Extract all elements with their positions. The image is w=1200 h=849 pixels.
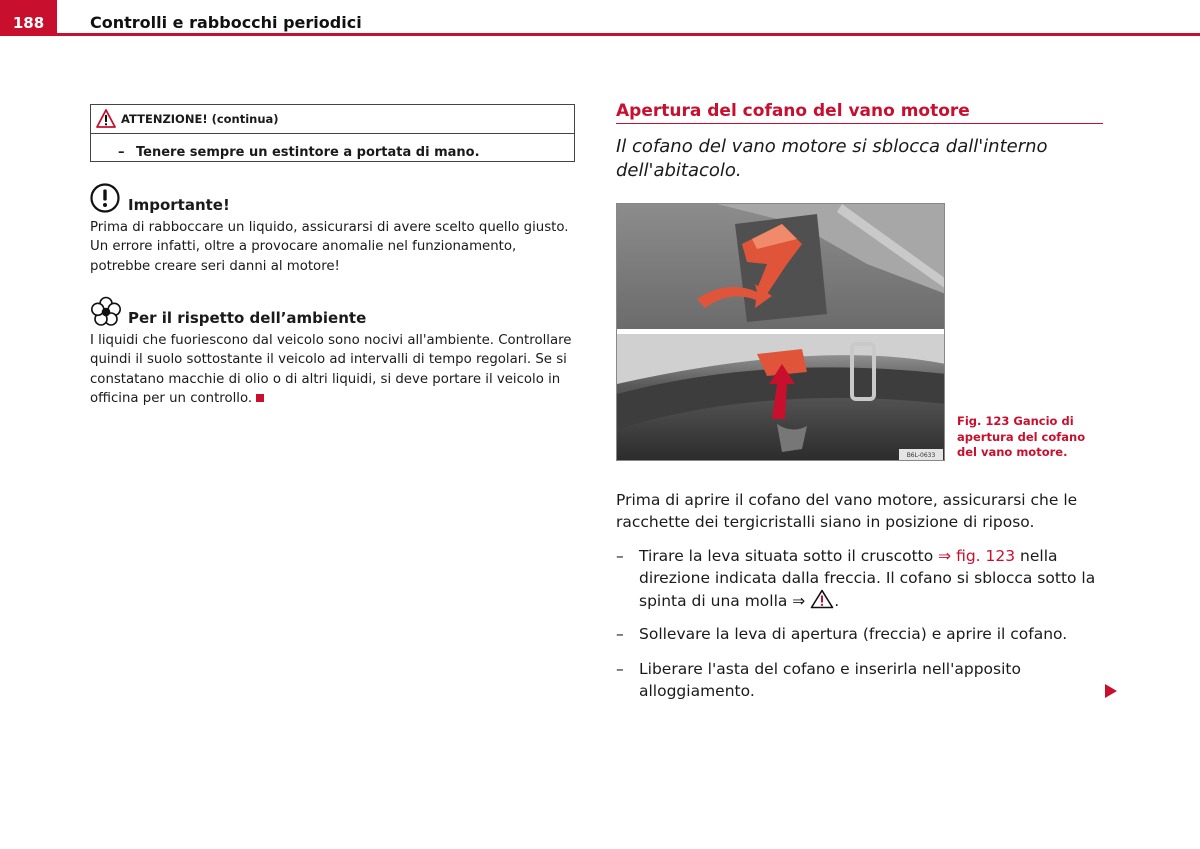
warning-reference-icon[interactable]: [810, 589, 834, 609]
step-3: Liberare l'asta del cofano e inserirla nell'apposito alloggiamento.: [639, 660, 1021, 700]
important-text: Prima di rabboccare un liquido, assicurarsi di avere scelto quello giusto. Un errore infatti, oltre a provocare anomalie nel funzionamento, potrebbe creare seri danni al motore!: [90, 220, 569, 274]
figure-code: B6L-0633: [906, 452, 936, 459]
section-rule: [616, 123, 1103, 124]
continue-arrow-icon: [1105, 684, 1117, 698]
step-1-end: .: [834, 592, 840, 610]
step-1-text-b: nella direzione indicata dalla freccia. Il cofano si sblocca sotto la spinta di una molla ⇒: [639, 547, 1096, 610]
important-title: Importante!: [128, 196, 230, 214]
warning-dash: –: [118, 145, 125, 160]
step-2-dash: –: [616, 625, 624, 643]
step-1: [639, 546, 1109, 613]
warning-item: Tenere sempre un estintore a portata di mano.: [136, 145, 480, 160]
step-3-dash: –: [616, 660, 624, 678]
environment-title: Per il rispetto dell’ambiente: [128, 309, 367, 327]
environment-text: [90, 331, 580, 408]
intro-paragraph: Prima di aprire il cofano del vano motore, assicurarsi che le racchette dei tergicristalli siano in posizione di riposo.: [616, 491, 1078, 531]
section-lead: Il cofano del vano motore si sblocca dall'interno dell'abitacolo.: [616, 136, 1048, 181]
figure-caption: Fig. 123 Gancio di apertura del cofano del vano motore.: [957, 414, 1086, 459]
environment-text-body: I liquidi che fuoriescono dal veicolo sono nocivi all'ambiente. Controllare quindi il suolo sottostante il veicolo ad intervalli di tempo regolari. Se si constatano macchie di olio o di altri liquidi, si deve portare il veicolo in officina per un controllo.: [90, 333, 572, 406]
exclamation-circle-icon: [90, 183, 120, 213]
header-rule: [0, 33, 1200, 36]
flower-icon: [90, 296, 122, 328]
figure-hood-release: [616, 203, 945, 461]
figure-reference-link[interactable]: ⇒ fig. 123: [938, 547, 1016, 565]
warning-title: ATTENZIONE! (continua): [121, 112, 279, 126]
step-1-text-a: Tirare la leva situata sotto il cruscotto: [639, 547, 939, 565]
end-of-section-marker: [256, 394, 264, 402]
step-1-dash: –: [616, 547, 624, 565]
page-number: 188: [12, 14, 45, 32]
warning-triangle-icon: [96, 109, 116, 128]
hood-release-illustration: [617, 204, 945, 461]
running-title: Controlli e rabbocchi periodici: [90, 13, 362, 32]
step-2: Sollevare la leva di apertura (freccia) e aprire il cofano.: [639, 625, 1068, 643]
warning-divider: [90, 133, 575, 134]
section-title: Apertura del cofano del vano motore: [616, 101, 970, 121]
